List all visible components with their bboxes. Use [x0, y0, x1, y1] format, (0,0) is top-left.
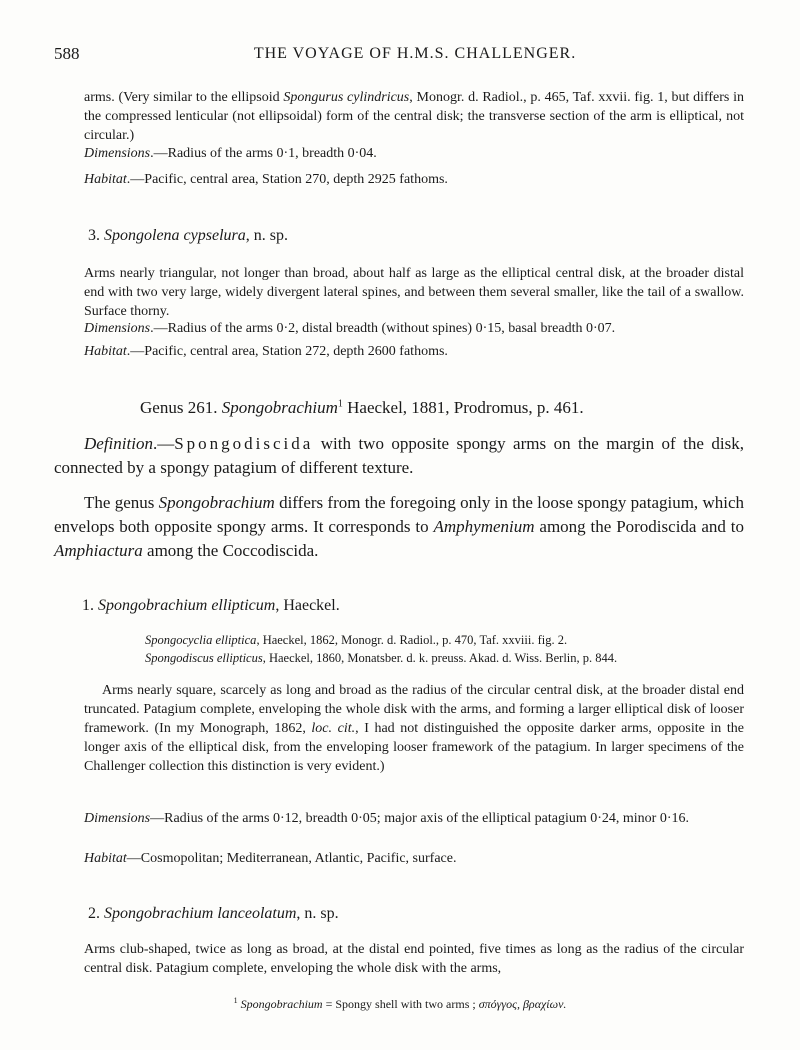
- species-3-dimensions: Dimensions.—Radius of the arms 0·2, distal breadth (without spines) 0·15, basal breadth 0·07.: [84, 321, 616, 336]
- genus-paragraph: The genus Spongobrachium differs from the foregoing only in the loose spongy patagium, which envelops both opposite spongy arms. It corresponds to Amphymenium among the Porodiscida and to Amphiactura among the Coccodiscida.: [54, 493, 744, 560]
- species-1-dimensions: Dimensions—Radius of the arms 0·12, breadth 0·05; major axis of the elliptical patagium 0·24, minor 0·16.: [84, 811, 690, 826]
- species-1-habitat: Habitat—Cosmopolitan; Mediterranean, Atlantic, Pacific, surface.: [84, 851, 457, 866]
- species-3-description: Arms nearly triangular, not longer than broad, about half as large as the elliptical central disk, at the broader distal end with two very large, widely divergent lateral spines, and between them several smaller, like the tail of a swallow. Surface thorny.: [84, 266, 744, 319]
- species-1-heading: 1. Spongobrachium ellipticum, Haeckel.: [82, 597, 340, 614]
- footnote: $^1$ Spongobrachium = Spongy shell with two arms ; σπόγγος, βραχίων.: [233, 996, 567, 1011]
- species-a-dimensions: Dimensions.—Radius of the arms 0·1, breadth 0·04.: [84, 146, 377, 161]
- species-2-heading: 2. Spongobrachium lanceolatum, n. sp.: [88, 905, 339, 922]
- species-1-synonym-2: Spongodiscus ellipticus, Haeckel, 1860, Monatsber. d. k. preuss. Akad. d. Wiss. Berlin, p. 844.: [145, 651, 618, 665]
- species-3-habitat: Habitat.—Pacific, central area, Station 272, depth 2600 fathoms.: [84, 344, 448, 359]
- species-2-description: Arms club-shaped, twice as long as broad, at the distal end pointed, five times as long as the radius of the circular central disk. Patagium complete, enveloping the whole disk with the arms,: [84, 942, 744, 976]
- species-3-heading: 3. Spongolena cypselura, n. sp.: [88, 227, 288, 244]
- species-a-habitat: Habitat.—Pacific, central area, Station 270, depth 2925 fathoms.: [84, 172, 448, 187]
- page-number: 588: [54, 44, 80, 63]
- species-a-description: arms. (Very similar to the ellipsoid Spongurus cylindricus, Monogr. d. Radiol., p. 465, Taf. xxvii. fig. 1, but differs in the compressed lenticular (not ellipsoidal) form of the central disk; the transverse section of the arm is elliptical, not circular.): [84, 90, 744, 143]
- genus-definition: Definition.—Spongodiscida with two opposite spongy arms on the margin of the disk, connected by a spongy patagium of different texture.: [54, 434, 744, 477]
- running-title: THE VOYAGE OF H.M.S. CHALLENGER.: [253, 45, 577, 62]
- species-1-synonym-1: Spongocyclia elliptica, Haeckel, 1862, Monogr. d. Radiol., p. 470, Taf. xxviii. fig. 2.: [145, 633, 568, 647]
- species-1-description: Arms nearly square, scarcely as long and broad as the radius of the circular central disk, at the broader distal end truncated. Patagium complete, enveloping the whole disk with the arms, and forming a larger elliptical disk of looser framework. (In my Monograph, 1862, loc. cit., I had not distinguished the opposite darker arms, opposite in the longer axis of the elliptical disk, from the enveloping looser framework of the patagium. In larger specimens of the Challenger collection this distinction is very evident.): [84, 683, 745, 774]
- genus-heading: Genus 261. Spongobrachium$^1$ Haeckel, 1881, Prodromus, p. 461.: [140, 398, 584, 417]
